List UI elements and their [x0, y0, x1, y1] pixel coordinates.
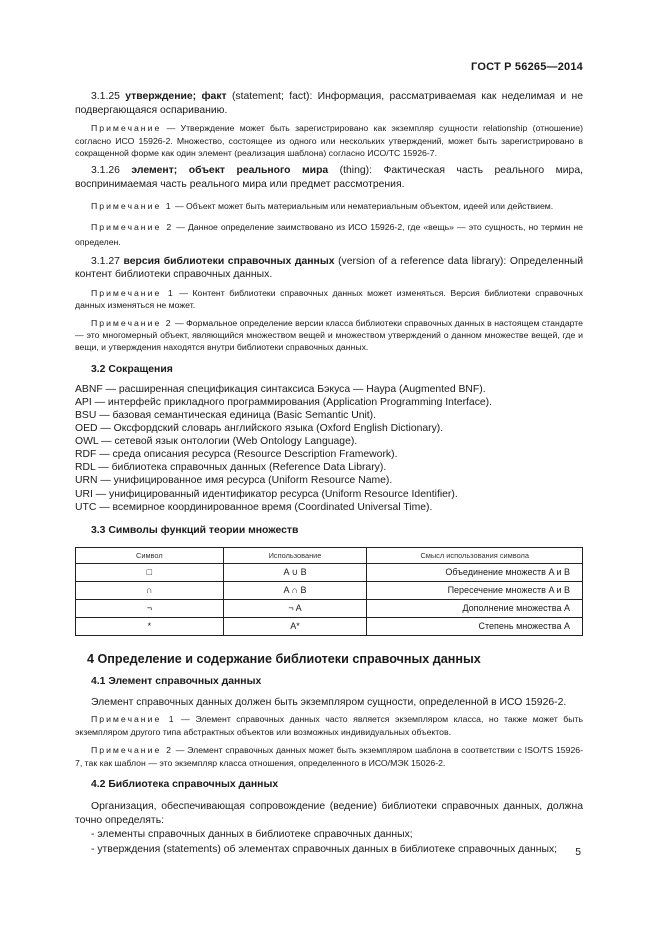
symbols-table: [75, 547, 583, 636]
table-row: [76, 581, 583, 599]
table-cell: ¬: [76, 599, 224, 617]
term-definition: (statement; fact): Информация, рассматриваемая как неделимая и не подвергающаяся оспариванию.: [75, 91, 583, 116]
page-number: 5: [575, 847, 581, 858]
note-label: Примечание 2: [91, 317, 173, 328]
table-row: [76, 599, 583, 617]
note-3-1-27-2: [75, 317, 583, 354]
abbreviation-item: RDL — библиотека справочных данных (Reference Data Library).: [75, 462, 387, 474]
term-number: 3.1.27: [91, 255, 120, 267]
term-definition: (thing): Фактическая часть реального мира, воспринимаемая часть реального мира или предмет рассмотрения.: [75, 165, 584, 190]
column-header-meaning: Смысл использования символа: [367, 547, 583, 563]
abbreviations-list: [75, 383, 583, 514]
note-text: — Элемент справочных данных может быть экземпляром шаблона в соответствии с ISO/TS 15926-7, так как шаблон — это экземпляр класса отношения, определенного в ИСО/МЭК 15026-2.: [75, 745, 583, 768]
column-header-symbol: Символ: [76, 547, 224, 563]
note-text: — Объект может быть материальным или нематериальным объектом, идеей или действием.: [172, 200, 554, 211]
abbreviation-item: URN — унифицированное имя ресурса (Uniform Resource Name).: [75, 475, 393, 487]
note-3-1-27-1: [75, 287, 583, 312]
term-number: 3.1.26: [91, 165, 120, 177]
section-title-4-2: 4.2 Библиотека справочных данных: [91, 778, 279, 790]
table-header-row: [76, 547, 583, 563]
note-3-1-25: [75, 122, 583, 159]
term-name: элемент; объект реального мира: [131, 165, 329, 177]
term-definition: (version of a reference data library): Определенный контент библиотеки справочных данных.: [75, 255, 583, 281]
table-cell: ¬ A: [223, 599, 367, 617]
note-4-1-2: [75, 744, 583, 769]
paragraph-4-2: Организация, обеспечивающая сопровождение (ведение) библиотеки справочных данных, должна точно определять:: [75, 800, 583, 826]
abbreviation-item: UTC — всемирное координированное время (Coordinated Universal Time).: [75, 501, 433, 513]
section-title-4: 4 Определение и содержание библиотеки справочных данных: [87, 651, 481, 666]
note-text: — Утверждение может быть зарегистрировано как экземпляр сущности relationship (отношение) согласно ИСО 15926-2. Множество, состоящее из одного или нескольких утверждений, может быть зарегистрировано в сокращенной форме как один элемент (реализация шаблона) согласно ИСО/ТС 15926-7.: [75, 123, 583, 158]
note-4-1-1: [75, 713, 583, 738]
term-3-1-25: [75, 90, 583, 117]
term-3-1-27: [75, 255, 583, 282]
paragraph-4-1: Элемент справочных данных должен быть экземпляром сущности, определенной в ИСО 15926-2.: [91, 696, 567, 708]
note-text: — Контент библиотеки справочных данных может изменяться. Версия библиотеки справочных данных изменяться не может.: [75, 287, 584, 311]
column-header-usage: Использование: [223, 547, 367, 563]
abbreviation-item: ABNF — расширенная спецификация синтаксиса Бэкуса — Наура (Augmented BNF).: [75, 383, 486, 395]
list-item: - утверждения (statements) об элементах справочных данных в библиотеке справочных данных;: [91, 843, 558, 855]
table-row: [76, 563, 583, 581]
abbreviation-item: OED — Оксфордский словарь английского языка (Oxford English Dictionary).: [75, 423, 444, 435]
table-cell: *: [76, 617, 224, 635]
table-cell: Степень множества A: [367, 617, 583, 635]
note-label: Примечание 1: [91, 200, 173, 211]
list-item: - элементы справочных данных в библиотеке справочных данных;: [91, 829, 413, 841]
table-cell: ∩: [76, 581, 224, 599]
term-3-1-26: [75, 164, 583, 191]
note-3-1-26-2: [75, 220, 583, 250]
abbreviation-item: RDF — среда описания ресурса (Resource Description Framework).: [75, 449, 398, 461]
abbreviation-item: URI — унифицированный идентификатор ресурса (Uniform Resource Identifier).: [75, 488, 458, 500]
section-title-3-3: 3.3 Символы функций теории множеств: [91, 524, 299, 536]
note-label: Примечание 2: [91, 221, 174, 232]
note-label: Примечание 2: [91, 745, 173, 756]
page-content: [75, 90, 583, 856]
note-label: Примечание: [91, 123, 162, 134]
term-name: версия библиотеки справочных данных: [123, 255, 335, 267]
note-label: Примечание 1: [91, 287, 175, 298]
note-text: — Формальное определение версии класса библиотеки справочных данных в настоящем стандарте — это многомерный объект, являющийся множеством вещей и множеством утверждений о данном множестве вещей, где и вещи, и утверждения находятся внутри библиотеки справочных данных.: [75, 317, 583, 353]
term-number: 3.1.25: [91, 91, 120, 102]
section-title-4-1: 4.1 Элемент справочных данных: [91, 675, 262, 687]
table-cell: Объединение множеств A и B: [367, 563, 583, 581]
note-3-1-26-1: [75, 199, 583, 214]
term-name: утверждение; факт: [125, 91, 227, 102]
table-row: [76, 617, 583, 635]
abbreviation-item: API — интерфейс прикладного программирования (Application Programming Interface).: [75, 396, 493, 408]
note-text: — Элемент справочных данных часто является экземпляром класса, но также может быть экземпляром другого типа абстрактных объектов или возможных индивидуальных объектов.: [75, 714, 584, 737]
section-title-3-2: 3.2 Сокращения: [91, 363, 173, 375]
abbreviation-item: OWL — сетевой язык онтологии (Web Ontology Language).: [75, 436, 358, 448]
table-cell: □: [76, 563, 224, 581]
document-header: ГОСТ Р 56265—2014: [471, 61, 583, 73]
note-label: Примечание 1: [91, 714, 176, 725]
table-cell: A*: [223, 617, 367, 635]
table-cell: Пересечение множеств A и B: [367, 581, 583, 599]
table-cell: A ∩ B: [223, 581, 367, 599]
note-text: — Данное определение заимствовано из ИСО 15926-2, где «вещь» — это сущность, но термин не определен.: [75, 221, 583, 247]
table-cell: A ∪ B: [223, 563, 367, 581]
table-cell: Дополнение множества A: [367, 599, 583, 617]
abbreviation-item: BSU — базовая семантическая единица (Basic Semantic Unit).: [75, 410, 377, 421]
